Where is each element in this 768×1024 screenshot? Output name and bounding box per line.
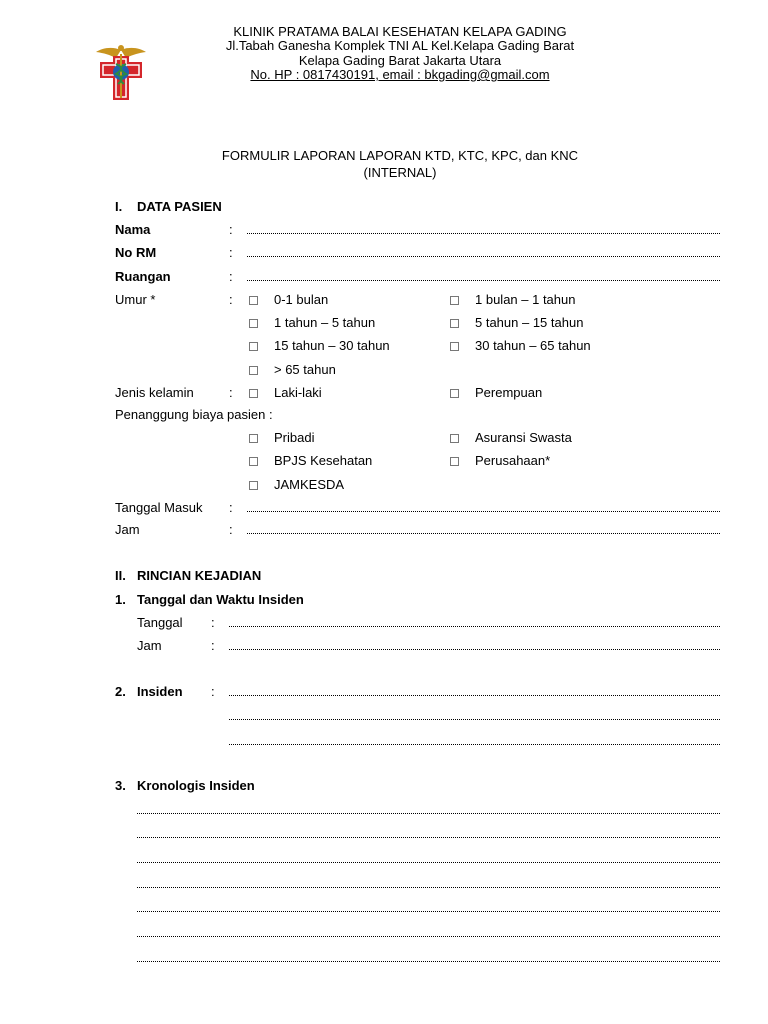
biaya-option: Perusahaan* bbox=[475, 453, 551, 468]
ruangan-field[interactable] bbox=[247, 280, 720, 281]
umur-option: 1 tahun – 5 tahun bbox=[274, 315, 376, 330]
section-1-heading: DATA PASIEN bbox=[137, 199, 222, 214]
penanggung-label: Penanggung biaya pasien : bbox=[115, 407, 273, 422]
umur-checkbox[interactable] bbox=[249, 296, 258, 305]
kronologis-field-line[interactable] bbox=[137, 887, 720, 888]
umur-option: 0-1 bulan bbox=[274, 292, 329, 307]
biaya-option: Asuransi Swasta bbox=[475, 430, 572, 445]
kronologis-field-line[interactable] bbox=[137, 813, 720, 814]
umur-checkbox[interactable] bbox=[450, 296, 459, 305]
item-1-number: 1. bbox=[115, 592, 126, 607]
item-3-heading: Kronologis Insiden bbox=[137, 778, 255, 793]
kronologis-field-line[interactable] bbox=[137, 837, 720, 838]
tanggal-insiden-label: Tanggal bbox=[137, 615, 183, 630]
address-line-1: Jl.Tabah Ganesha Komplek TNI AL Kel.Kelapa Gading Barat bbox=[225, 38, 575, 53]
section-1-number: I. bbox=[115, 199, 123, 214]
address-line-2: Kelapa Gading Barat Jakarta Utara bbox=[298, 53, 502, 68]
nama-label: Nama bbox=[115, 222, 151, 237]
umur-option: 15 tahun – 30 tahun bbox=[274, 338, 390, 353]
gender-checkbox[interactable] bbox=[249, 389, 258, 398]
biaya-option: JAMKESDA bbox=[274, 477, 345, 492]
umur-option: > 65 tahun bbox=[274, 362, 336, 377]
no-rm-label: No RM bbox=[115, 245, 157, 260]
insiden-field-line[interactable] bbox=[229, 719, 720, 720]
biaya-checkbox[interactable] bbox=[249, 481, 258, 490]
contact-info: No. HP : 0817430191, email : bkgading@gmail.com bbox=[250, 67, 550, 82]
ruangan-label: Ruangan bbox=[115, 269, 171, 284]
form-title: FORMULIR LAPORAN LAPORAN KTD, KTC, KPC, dan KNC bbox=[221, 148, 579, 163]
jam-insiden-field[interactable] bbox=[229, 649, 720, 650]
colon: : bbox=[229, 522, 233, 537]
clinic-logo-icon bbox=[94, 42, 148, 102]
tanggal-masuk-label: Tanggal Masuk bbox=[115, 500, 203, 515]
biaya-checkbox[interactable] bbox=[249, 457, 258, 466]
jam-masuk-label: Jam bbox=[115, 522, 140, 537]
colon: : bbox=[229, 500, 233, 515]
colon: : bbox=[211, 638, 215, 653]
item-2-heading: Insiden bbox=[137, 684, 183, 699]
insiden-field-line[interactable] bbox=[229, 744, 720, 745]
colon: : bbox=[229, 245, 233, 260]
kronologis-field-line[interactable] bbox=[137, 911, 720, 912]
kronologis-field-line[interactable] bbox=[137, 961, 720, 962]
biaya-option: BPJS Kesehatan bbox=[274, 453, 373, 468]
umur-checkbox[interactable] bbox=[249, 366, 258, 375]
colon: : bbox=[229, 269, 233, 284]
biaya-checkbox[interactable] bbox=[450, 457, 459, 466]
umur-option: 1 bulan – 1 tahun bbox=[475, 292, 576, 307]
colon: : bbox=[211, 615, 215, 630]
item-1-heading: Tanggal dan Waktu Insiden bbox=[137, 592, 304, 607]
umur-checkbox[interactable] bbox=[249, 319, 258, 328]
item-3-number: 3. bbox=[115, 778, 126, 793]
gender-option: Perempuan bbox=[475, 385, 543, 400]
kronologis-field-line[interactable] bbox=[137, 936, 720, 937]
colon: : bbox=[229, 222, 233, 237]
jenis-kelamin-label: Jenis kelamin bbox=[115, 385, 194, 400]
gender-checkbox[interactable] bbox=[450, 389, 459, 398]
section-2-number: II. bbox=[115, 568, 126, 583]
jam-insiden-label: Jam bbox=[137, 638, 162, 653]
umur-label: Umur * bbox=[115, 292, 156, 307]
clinic-name: KLINIK PRATAMA BALAI KESEHATAN KELAPA GADING bbox=[233, 24, 567, 39]
colon: : bbox=[211, 684, 215, 699]
no-rm-field[interactable] bbox=[247, 256, 720, 257]
jam-masuk-field[interactable] bbox=[247, 533, 720, 534]
tanggal-masuk-field[interactable] bbox=[247, 511, 720, 512]
umur-option: 30 tahun – 65 tahun bbox=[475, 338, 591, 353]
section-2-heading: RINCIAN KEJADIAN bbox=[137, 568, 262, 583]
colon: : bbox=[229, 292, 233, 307]
nama-field[interactable] bbox=[247, 233, 720, 234]
kronologis-field-line[interactable] bbox=[137, 862, 720, 863]
gender-option: Laki-laki bbox=[274, 385, 322, 400]
umur-checkbox[interactable] bbox=[450, 319, 459, 328]
form-subtitle: (INTERNAL) bbox=[363, 165, 437, 180]
biaya-option: Pribadi bbox=[274, 430, 315, 445]
insiden-field-line[interactable] bbox=[229, 695, 720, 696]
item-2-number: 2. bbox=[115, 684, 126, 699]
biaya-checkbox[interactable] bbox=[249, 434, 258, 443]
colon: : bbox=[229, 385, 233, 400]
biaya-checkbox[interactable] bbox=[450, 434, 459, 443]
umur-checkbox[interactable] bbox=[450, 342, 459, 351]
umur-checkbox[interactable] bbox=[249, 342, 258, 351]
tanggal-insiden-field[interactable] bbox=[229, 626, 720, 627]
umur-option: 5 tahun – 15 tahun bbox=[475, 315, 584, 330]
